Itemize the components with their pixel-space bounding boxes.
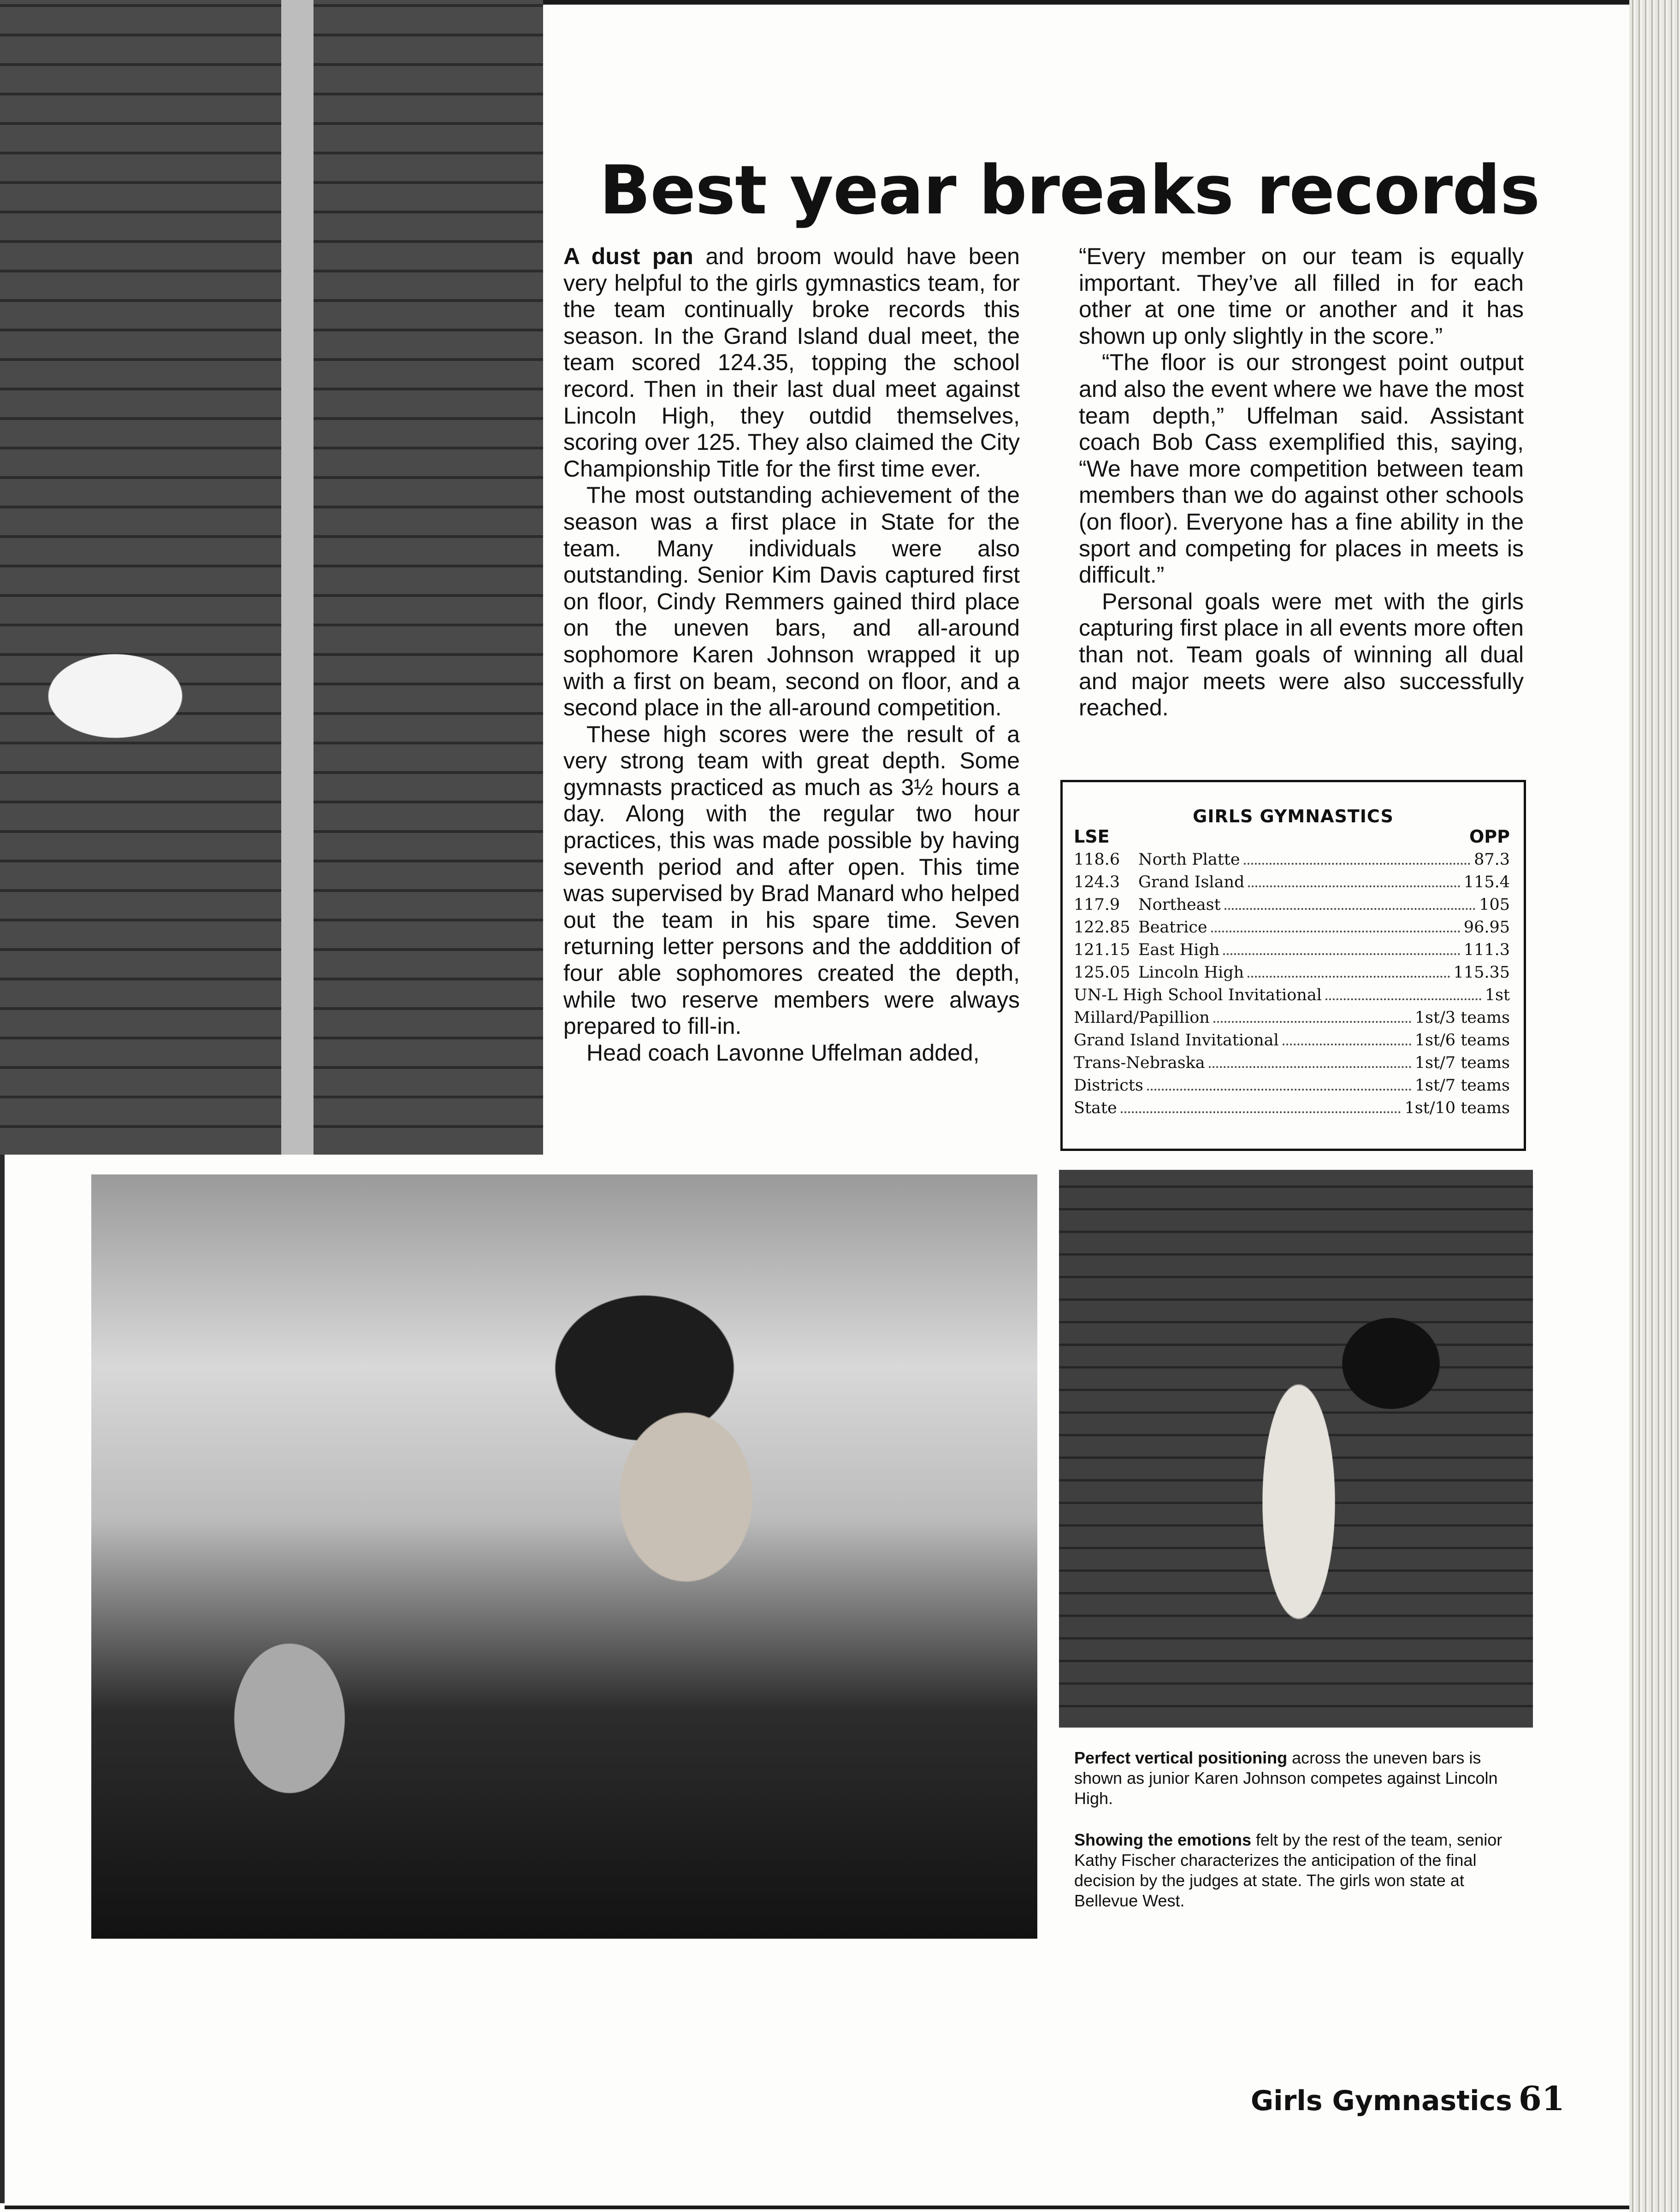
caption-lead: Perfect vertical positioning <box>1074 1748 1288 1767</box>
page-number: 61 <box>1518 2079 1565 2118</box>
paragraph: A dust pan and broom would have been very helpful to the girls gymnastics team, for the team continually broke records this season. In the Grand Island dual meet, the team scored 124.35, topping the school record. Then in their last dual meet against Lincoln High, they outdid themselves, scoring over 125. They also claimed the City Championship Title for the first time ever. <box>563 243 1020 482</box>
paragraph: Personal goals were met with the girls capturing first place in all events more often than not. Team goals of winning all dual and major meets were also successfully reached. <box>1079 588 1524 721</box>
scoreboard-opp-header: OPP <box>1469 826 1510 847</box>
score-row: 118.6 North Platte 87.3 <box>1074 850 1510 869</box>
photo-caption-emotions: Showing the emotions felt by the rest of the team, senior Kathy Fischer characterizes the anticipation of the final decision by the judges at state. The girls won state at Bellevue West. <box>1074 1830 1503 1910</box>
paragraph: “The floor is our strongest point output and also the event where we have the most team depth,” Uffelman said. Assistant coach Bob Cass exemplified this, saying, “We have more competition between team members than we do against other schools (on floor). Everyone has a fine ability in the sport and competing for places in meets is difficult.” <box>1079 349 1524 588</box>
scoreboard-lse-header: LSE <box>1074 826 1110 847</box>
gym-wall-photo <box>0 0 543 1155</box>
meet-row: Districts 1st/7 teams <box>1074 1076 1510 1095</box>
photo-caption-bars: Perfect vertical positioning across the uneven bars is shown as junior Karen Johnson competes against Lincoln High. <box>1074 1748 1498 1808</box>
page-bottom-rule <box>5 2206 1629 2209</box>
paragraph: These high scores were the result of a very strong team with great depth. Some gymnasts practiced as much as 3½ hours a day. Along with the regular two hour practices, this was made possible by having seventh period and after open. This time was supervised by Brad Manard who helped out the team in his spare time. Seven returning letter persons and the adddition of four able sophomores created the depth, while two reserve members were always prepared to fill-in. <box>563 721 1020 1039</box>
meet-row: UN-L High School Invitational 1st <box>1074 986 1510 1004</box>
headline: Best year breaks records <box>599 151 1540 230</box>
kathy-fischer-photo <box>91 1174 1037 1939</box>
paragraph: Head coach Lavonne Uffelman added, <box>586 1039 980 1066</box>
lead-in: A dust pan <box>563 243 693 269</box>
score-row: 122.85 Beatrice 96.95 <box>1074 918 1510 937</box>
meet-row: Millard/Papillion 1st/3 teams <box>1074 1009 1510 1027</box>
score-row: 121.15 East High 111.3 <box>1074 941 1510 959</box>
scoreboard <box>1060 780 1526 1151</box>
page-left-rule <box>0 1143 5 2203</box>
article-column-1 <box>563 243 1020 1066</box>
folio-section: Girls Gymnastics <box>1250 2085 1512 2117</box>
caption-lead: Showing the emotions <box>1074 1830 1251 1849</box>
meet-row: Trans-Nebraska 1st/7 teams <box>1074 1054 1510 1072</box>
paragraph: “Every member on our team is equally important. They’ve all filled in for each other at one time or another and it has shown up only slightly in the score.” <box>1079 243 1524 349</box>
binding-edge <box>1629 0 1680 2212</box>
meet-row: State 1st/10 teams <box>1074 1099 1510 1117</box>
meet-row: Grand Island Invitational 1st/6 teams <box>1074 1031 1510 1050</box>
scoreboard-rows <box>1074 850 1510 1121</box>
score-row: 117.9 Northeast 105 <box>1074 896 1510 914</box>
page-folio <box>1251 2079 1565 2118</box>
score-row: 125.05 Lincoln High 115.35 <box>1074 963 1510 982</box>
score-row: 124.3 Grand Island 115.4 <box>1074 873 1510 891</box>
uneven-bars-photo <box>1059 1170 1533 1728</box>
paragraph: The most outstanding achievement of the season was a first place in State for the team. Many individuals were also outstanding. Senior Kim Davis captured first on floor, Cindy Remmers gained third place on the uneven bars, and all-around sophomore Karen Johnson wrapped it up with a first on beam, second on floor, and a second place in the all-around competition. <box>563 482 1020 721</box>
article-column-2 <box>1079 243 1524 721</box>
scoreboard-title: GIRLS GYMNASTICS <box>1193 806 1394 826</box>
